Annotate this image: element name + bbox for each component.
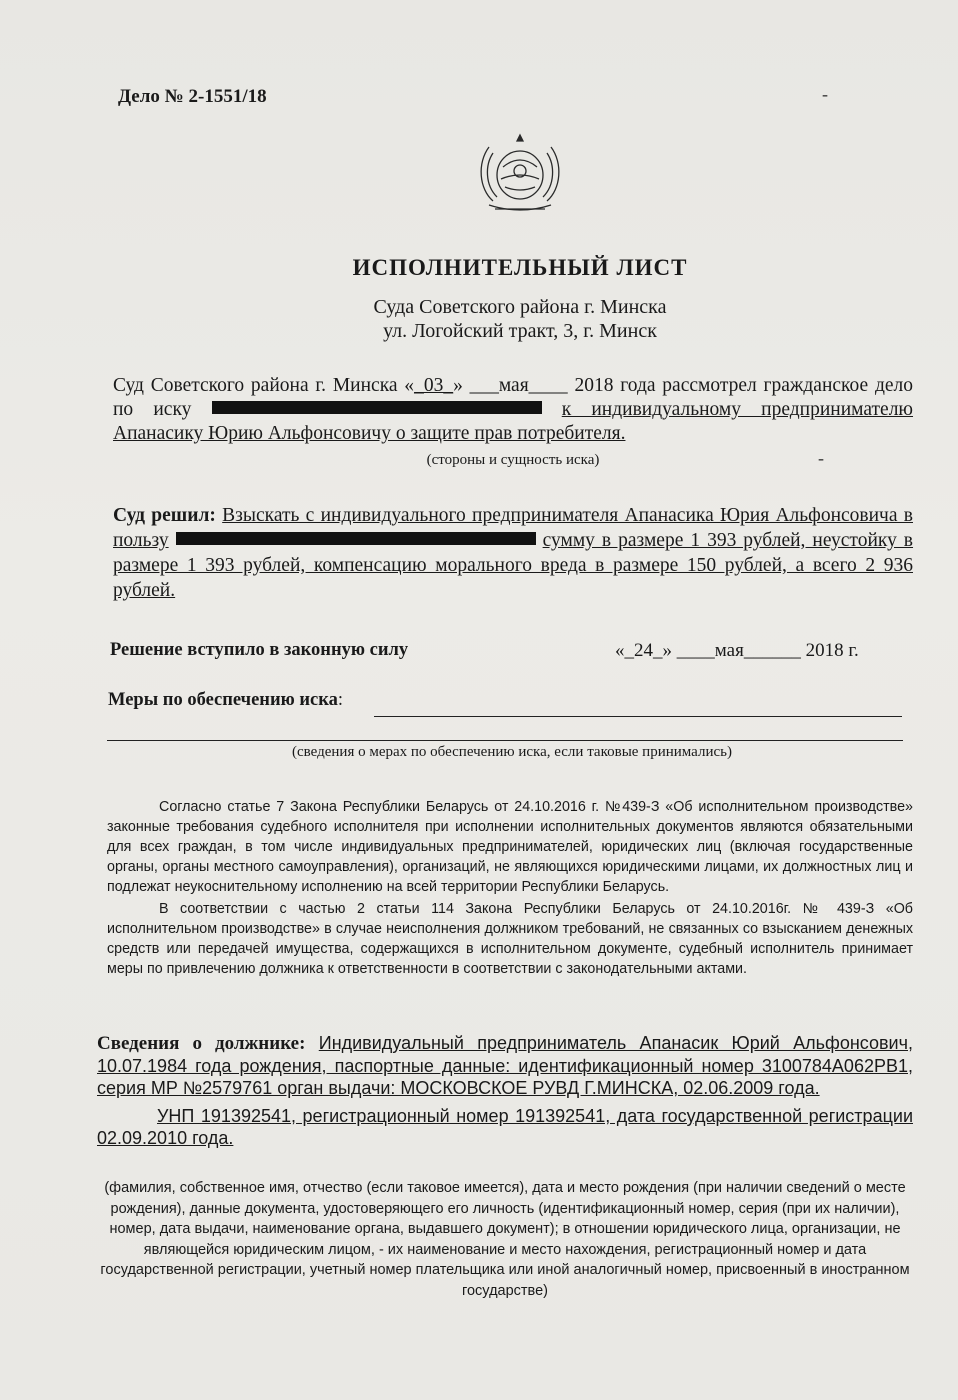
measures-line	[107, 740, 903, 741]
decision-text-start: Взыскать с индивидуального предпринимателя Апанасика Юрия Альфонсовича в пользу	[113, 505, 913, 551]
hearing-month-prefix: »	[453, 375, 463, 396]
decision-text-end: сумму в размере 1 393 рублей, неустойку в размере 1 393 рублей, компенсацию морального вреда в размере 150 рублей, а всего 2 936 рублей.	[113, 530, 914, 601]
debtor-label: Сведения о должнике:	[97, 1033, 306, 1054]
case-number: Дело № 2-1551/18	[118, 86, 267, 107]
defendant-claim: Апанасику Юрию Альфонсовичу о защите прав потребителя.	[113, 423, 626, 444]
decision-label: Суд решил:	[113, 505, 216, 526]
measures-caption: (сведения о мерах по обеспечению иска, если таковые принимались)	[292, 744, 732, 760]
plaintiff-suffix: к индивидуальному предпринимателю	[561, 399, 914, 420]
debtor-caption: (фамилия, собственное имя, отчество (если таковое имеется), дата и место рождения (при наличии сведений о месте рождения), данные документа, удостоверяющего его личность (идентификационный номер, серия (при их наличии), номер, дата выдачи, наименование органа, выдавшего документ); в отношении юридического лица, организации, не являющейся юридическим лицом, - их наименование и место нахождения, регистрационный номер и дата государственной регистрации, учетный номер плательщика или иной аналогичный номер, присвоенный в иностранном государстве)	[100, 1180, 910, 1299]
measures-label	[108, 690, 343, 711]
state-emblem-icon	[473, 131, 567, 215]
document-title: ИСПОЛНИТЕЛЬНЫЙ ЛИСТ	[352, 255, 688, 280]
hearing-year: 2018 года рассмотрел гражданское	[574, 375, 869, 396]
measures-colon: :	[337, 690, 343, 710]
debtor-section	[97, 1032, 913, 1149]
effective-date	[615, 640, 859, 662]
debtor-registration: УНП 191392541, регистрационный номер 191392541, дата государственной регистрации 02.09.2010 года.	[97, 1106, 913, 1148]
redacted-plaintiff	[212, 401, 542, 414]
effective-year: 2018 г.	[805, 640, 859, 661]
court-name: Суда Советского района г. Минска	[373, 296, 667, 318]
hearing-court: Суд Советского района г. Минска «	[113, 375, 415, 396]
effective-day: «_24_»	[615, 640, 672, 661]
court-header	[0, 295, 958, 343]
dash-mark: -	[822, 84, 828, 104]
parties-caption: (стороны и сущность иска)	[426, 452, 600, 468]
hearing-case-prefix: дело по иску	[113, 375, 914, 420]
legal-text	[107, 797, 913, 979]
debtor-details: Индивидуальный предприниматель Апанасик Юрий Альфонсович, 10.07.1984 года рождения, паспортные данные: идентификационный номер 3100784А062РВ1, серия МР №2579761 орган выдачи: МОСКОВСКОЕ РУВД Г.МИНСКА, 02.06.2009 года.	[97, 1033, 913, 1098]
dash-mark: -	[818, 448, 824, 468]
hearing-day: _03_	[414, 375, 454, 396]
hearing-paragraph	[113, 374, 913, 472]
legal-paragraph: Согласно статье 7 Закона Республики Беларусь от 24.10.2016 г. №439-З «Об исполнительном производстве» законные требования судебного исполнителя при исполнении исполнительных документов являются обязательными для всех граждан, в том числе индивидуальных предпринимателей, юридических лиц (включая государственные органы, органы местного самоуправления), организаций, не являющихся юридическими лицами, их должностных лиц и подлежат неукоснительному исполнению на всей территории Республики Беларусь.	[107, 799, 913, 895]
measures-line	[374, 716, 902, 717]
redacted-plaintiff	[176, 532, 536, 545]
debtor-registration-block	[97, 1105, 913, 1149]
measures-label-text: Меры по обеспечению иска	[108, 690, 338, 710]
decision-paragraph	[113, 503, 913, 603]
court-address: ул. Логойский тракт, 3, г. Минск	[383, 320, 657, 342]
effective-month: ____мая______	[676, 640, 801, 661]
effective-label: Решение вступило в законную силу	[110, 640, 409, 660]
hearing-month: ___мая____	[469, 375, 568, 396]
legal-paragraph: В соответствии с частью 2 статьи 114 Закона Республики Беларусь от 24.10.2016г. № 439-З «Об исполнительном производстве» в случае неисполнения должником требований, не связанных со взысканием денежных средств или передачей имущества, содержащихся в исполнительном документе, судебный исполнитель принимает меры по привлечению должника к ответственности в соответствии с законодательными актами.	[107, 901, 913, 977]
